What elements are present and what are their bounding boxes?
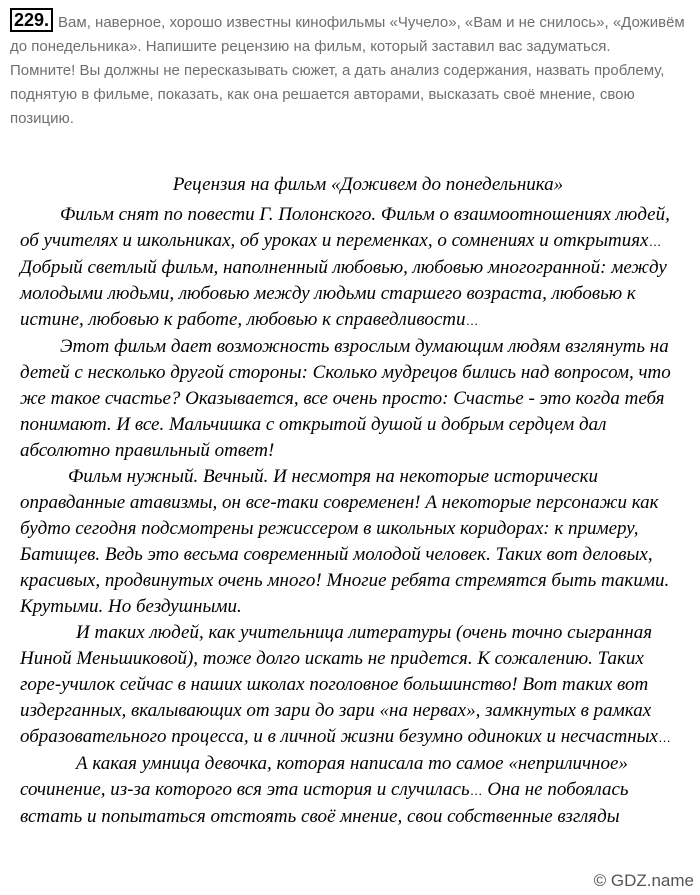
review-paragraph-2: Этот фильм дает возможность взрослым думающим людям взглянуть на детей с несколько другой стороны: Сколько мудрецов бились над вопросом, что же такое счастье? Оказывается, все очень просто: Счастье - это когда тебя понимают. И все. Мальчишка с открытой душой и добрым сердцем дал абсолютно правильный ответ! — [20, 336, 671, 461]
review-paragraph-4 — [20, 620, 686, 751]
review-paragraph-5 — [20, 751, 686, 830]
paragraph-4-text: И таких людей, как учительница литературы (очень точно сыгранная Ниной Меньшиковой), тоже долго искать не придется. К сожалению. Таких горе-училок сейчас в наших школах поголовное большинство! Вот таких вот издерганных, вкалывающих от зари до зари «на нервах», замкнутых в рамках образовательного процесса, и в личной жизни безумно одиноких и несчастных — [20, 622, 658, 747]
task-number-badge: 229. — [10, 8, 53, 32]
watermark: © GDZ.name — [593, 871, 694, 890]
ellipsis: … — [465, 313, 479, 328]
review-title: Рецензия на фильм «Доживем до понедельника» — [172, 174, 564, 195]
answer-block — [20, 172, 686, 830]
ellipsis: … — [648, 234, 662, 249]
task-block — [10, 8, 688, 131]
task-instructions: Помните! Вы должны не пересказывать сюжет, а дать анализ содержания, назвать проблему, поднятую в фильме, показать, как она решается авторами, высказать своё мнение, свою позицию. — [10, 62, 665, 127]
task-prompt-text: Вам, наверное, хорошо известны кинофильмы «Чучело», «Вам и не снилось», «Доживём до понедельника». Напишите рецензию на фильм, который заставил вас задуматься. — [10, 14, 685, 55]
paragraph-5-text: А какая умница девочка, которая написала то самое «неприличное» сочинение, из-за которого вся эта история и случилась — [20, 753, 628, 800]
review-paragraph-3: Фильм нужный. Вечный. И несмотря на некоторые исторически оправданные атавизмы, он все-таки современен! А некоторые персонажи как будто сегодня подсмотрены режиссером в школьных коридорах: к примеру, Батищев. Ведь это весьма современный молодой человек. Таких вот деловых, красивых, продвинутых очень много! Многие ребята стремятся быть такими. Крутыми. Но бездушными. — [20, 466, 670, 617]
paragraph-1-text: Фильм снят по повести Г. Полонского. Фильм о взаимоотношениях людей, об учителях и школьниках, об уроках и переменках, о сомнениях и открытиях — [20, 204, 670, 251]
task-prompt — [10, 8, 688, 59]
ellipsis: … — [469, 783, 483, 798]
paragraph-5-text-2: Она не побоялась встать и попытаться отстоять своё мнение, свои собственные взгляды — [20, 779, 629, 827]
paragraph-1-text-2: Добрый светлый фильм, наполненный любовью, любовью многогранной: между молодыми людьми, любовью между людьми старшего возраста, любовью к истине, любовью к работе, любовью к справедливости — [20, 257, 667, 330]
ellipsis: … — [657, 730, 671, 745]
review-paragraph-1 — [20, 202, 686, 334]
